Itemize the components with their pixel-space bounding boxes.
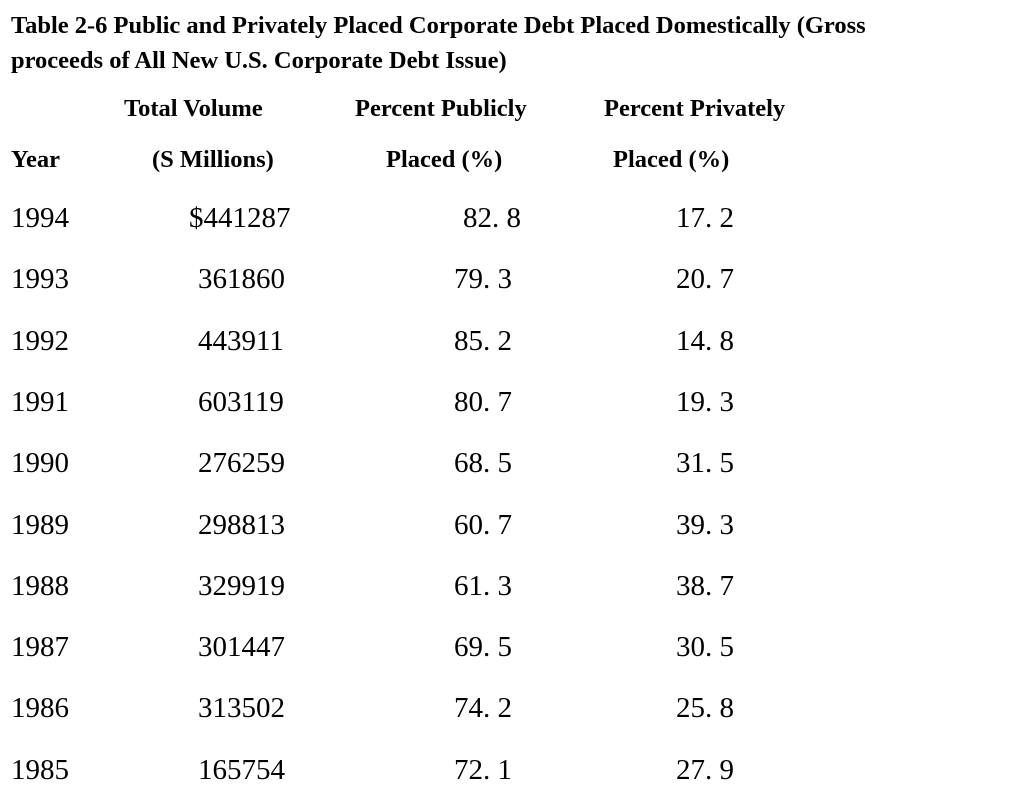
cell-year: 1990 xyxy=(11,447,69,479)
cell-year: 1985 xyxy=(11,754,69,786)
cell-year: 1992 xyxy=(11,325,69,357)
cell-private: 19. 3 xyxy=(676,386,734,418)
table-title-line-1: Table 2-6 Public and Privately Placed Corporate Debt Placed Domestically (Gross xyxy=(11,12,866,39)
header-public-top: Percent Publicly xyxy=(355,95,527,122)
cell-volume: 276259 xyxy=(198,447,285,479)
cell-volume: 603119 xyxy=(198,386,284,418)
header-public-bottom: Placed (%) xyxy=(386,146,503,173)
cell-public: 74. 2 xyxy=(454,692,512,724)
cell-public: 72. 1 xyxy=(454,754,512,786)
cell-public: 85. 2 xyxy=(454,325,512,357)
cell-public: 69. 5 xyxy=(454,631,512,663)
cell-volume: 329919 xyxy=(198,570,285,602)
cell-public: 79. 3 xyxy=(454,263,512,295)
cell-year: 1994 xyxy=(11,202,69,234)
table-title-line-2: proceeds of All New U.S. Corporate Debt Issue) xyxy=(11,47,507,74)
cell-private: 25. 8 xyxy=(676,692,734,724)
header-year: Year xyxy=(11,146,60,173)
cell-private: 31. 5 xyxy=(676,447,734,479)
cell-public: 80. 7 xyxy=(454,386,512,418)
cell-public: 82. 8 xyxy=(463,202,521,234)
cell-year: 1991 xyxy=(11,386,69,418)
cell-private: 20. 7 xyxy=(676,263,734,295)
cell-public: 61. 3 xyxy=(454,570,512,602)
cell-private: 17. 2 xyxy=(676,202,734,234)
cell-year: 1993 xyxy=(11,263,69,295)
header-private-bottom: Placed (%) xyxy=(613,146,730,173)
header-volume-top: Total Volume xyxy=(124,95,263,122)
cell-volume: 443911 xyxy=(198,325,284,357)
cell-volume: 361860 xyxy=(198,263,285,295)
cell-private: 38. 7 xyxy=(676,570,734,602)
cell-volume: 165754 xyxy=(198,754,285,786)
cell-volume: 313502 xyxy=(198,692,285,724)
cell-private: 30. 5 xyxy=(676,631,734,663)
cell-volume: $441287 xyxy=(189,202,291,234)
cell-year: 1989 xyxy=(11,509,69,541)
cell-public: 60. 7 xyxy=(454,509,512,541)
header-volume-bottom: (S Millions) xyxy=(152,146,274,173)
cell-year: 1987 xyxy=(11,631,69,663)
cell-public: 68. 5 xyxy=(454,447,512,479)
cell-year: 1988 xyxy=(11,570,69,602)
cell-private: 39. 3 xyxy=(676,509,734,541)
cell-volume: 298813 xyxy=(198,509,285,541)
cell-volume: 301447 xyxy=(198,631,285,663)
cell-private: 14. 8 xyxy=(676,325,734,357)
table-title xyxy=(11,8,1024,78)
cell-private: 27. 9 xyxy=(676,754,734,786)
header-private-top: Percent Privately xyxy=(604,95,786,122)
cell-year: 1986 xyxy=(11,692,69,724)
